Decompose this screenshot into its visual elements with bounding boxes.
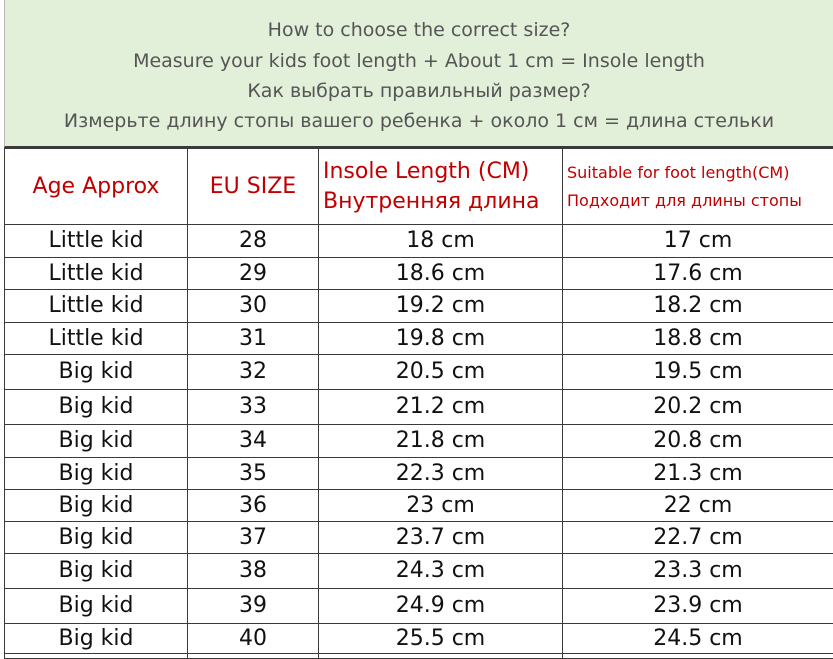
- header-foot-length: [563, 149, 833, 225]
- cell-eu-size: 32: [188, 355, 319, 390]
- table-row: [5, 355, 833, 390]
- table-row: [5, 425, 833, 458]
- cell-age-approx: Big kid: [5, 589, 188, 624]
- cell-eu-size: 37: [188, 522, 319, 554]
- cell-foot-length: 18.8 cm: [563, 323, 833, 355]
- table-row: [5, 624, 833, 654]
- size-rows: [5, 225, 833, 659]
- header-insole-length-ru: Внутренняя длина: [323, 188, 540, 214]
- header-foot-length-ru: Подходит для длины стопы: [567, 190, 802, 210]
- cell-age-approx: Little kid: [5, 290, 188, 323]
- instruction-line-4: Измерьте длину стопы вашего ребенка + около 1 см = длина стельки: [63, 110, 775, 132]
- cell-partial: [5, 654, 188, 659]
- cell-foot-length: 17 cm: [563, 225, 833, 258]
- cell-age-approx: Big kid: [5, 458, 188, 490]
- cell-eu-size: 40: [188, 624, 319, 654]
- cell-eu-size: 31: [188, 323, 319, 355]
- cell-eu-size: 38: [188, 554, 319, 589]
- cell-age-approx: Big kid: [5, 425, 188, 458]
- cell-insole-length: 21.2 cm: [319, 390, 563, 425]
- cell-foot-length: 24.5 cm: [563, 624, 833, 654]
- cell-foot-length: 19.5 cm: [563, 355, 833, 390]
- table-row: [5, 390, 833, 425]
- cell-insole-length: 18.6 cm: [319, 258, 563, 290]
- size-table: [4, 148, 833, 659]
- cell-insole-length: 24.3 cm: [319, 554, 563, 589]
- header-row: [5, 149, 833, 225]
- header-foot-length-en: Suitable for foot length(CM): [567, 162, 790, 182]
- cell-age-approx: Big kid: [5, 624, 188, 654]
- cell-foot-length: 20.2 cm: [563, 390, 833, 425]
- cell-age-approx: Little kid: [5, 323, 188, 355]
- cell-eu-size: 33: [188, 390, 319, 425]
- cell-eu-size: 30: [188, 290, 319, 323]
- cell-eu-size: 28: [188, 225, 319, 258]
- cell-insole-length: 20.5 cm: [319, 355, 563, 390]
- cell-foot-length: 18.2 cm: [563, 290, 833, 323]
- instruction-line-1: How to choose the correct size?: [267, 19, 571, 41]
- table-row-partial: [5, 654, 833, 659]
- cell-foot-length: 23.9 cm: [563, 589, 833, 624]
- cell-insole-length: 23.7 cm: [319, 522, 563, 554]
- cell-insole-length: 22.3 cm: [319, 458, 563, 490]
- cell-insole-length: 21.8 cm: [319, 425, 563, 458]
- cell-foot-length: 20.8 cm: [563, 425, 833, 458]
- table-row: [5, 589, 833, 624]
- cell-age-approx: Big kid: [5, 390, 188, 425]
- table-row: [5, 225, 833, 258]
- cell-age-approx: Big kid: [5, 355, 188, 390]
- header-insole-length: [319, 149, 563, 225]
- table-row: [5, 290, 833, 323]
- cell-foot-length: 22.7 cm: [563, 522, 833, 554]
- cell-foot-length: 17.6 cm: [563, 258, 833, 290]
- cell-age-approx: Big kid: [5, 554, 188, 589]
- cell-insole-length: 19.2 cm: [319, 290, 563, 323]
- cell-age-approx: Big kid: [5, 490, 188, 522]
- cell-age-approx: Little kid: [5, 258, 188, 290]
- instructions-banner: [4, 0, 833, 148]
- header-insole-length-en: Insole Length (CM): [323, 158, 530, 184]
- cell-age-approx: Little kid: [5, 225, 188, 258]
- cell-foot-length: 21.3 cm: [563, 458, 833, 490]
- cell-partial: [563, 654, 833, 659]
- cell-eu-size: 39: [188, 589, 319, 624]
- table-row: [5, 323, 833, 355]
- cell-foot-length: 22 cm: [563, 490, 833, 522]
- cell-eu-size: 35: [188, 458, 319, 490]
- cell-eu-size: 34: [188, 425, 319, 458]
- table-row: [5, 554, 833, 589]
- table-row: [5, 522, 833, 554]
- table-row: [5, 258, 833, 290]
- cell-insole-length: 25.5 cm: [319, 624, 563, 654]
- cell-foot-length: 23.3 cm: [563, 554, 833, 589]
- table-row: [5, 490, 833, 522]
- cell-insole-length: 24.9 cm: [319, 589, 563, 624]
- header-eu-size: EU SIZE: [188, 149, 319, 225]
- instruction-line-3: Как выбрать правильный размер?: [247, 80, 591, 102]
- cell-age-approx: Big kid: [5, 522, 188, 554]
- header-age-approx: Age Approx: [5, 149, 188, 225]
- cell-eu-size: 29: [188, 258, 319, 290]
- cell-eu-size: 36: [188, 490, 319, 522]
- cell-partial: [188, 654, 319, 659]
- table-row: [5, 458, 833, 490]
- cell-insole-length: 23 cm: [319, 490, 563, 522]
- cell-partial: [319, 654, 563, 659]
- instruction-line-2: Measure your kids foot length + About 1 cm = Insole length: [133, 50, 705, 72]
- cell-insole-length: 19.8 cm: [319, 323, 563, 355]
- cell-insole-length: 18 cm: [319, 225, 563, 258]
